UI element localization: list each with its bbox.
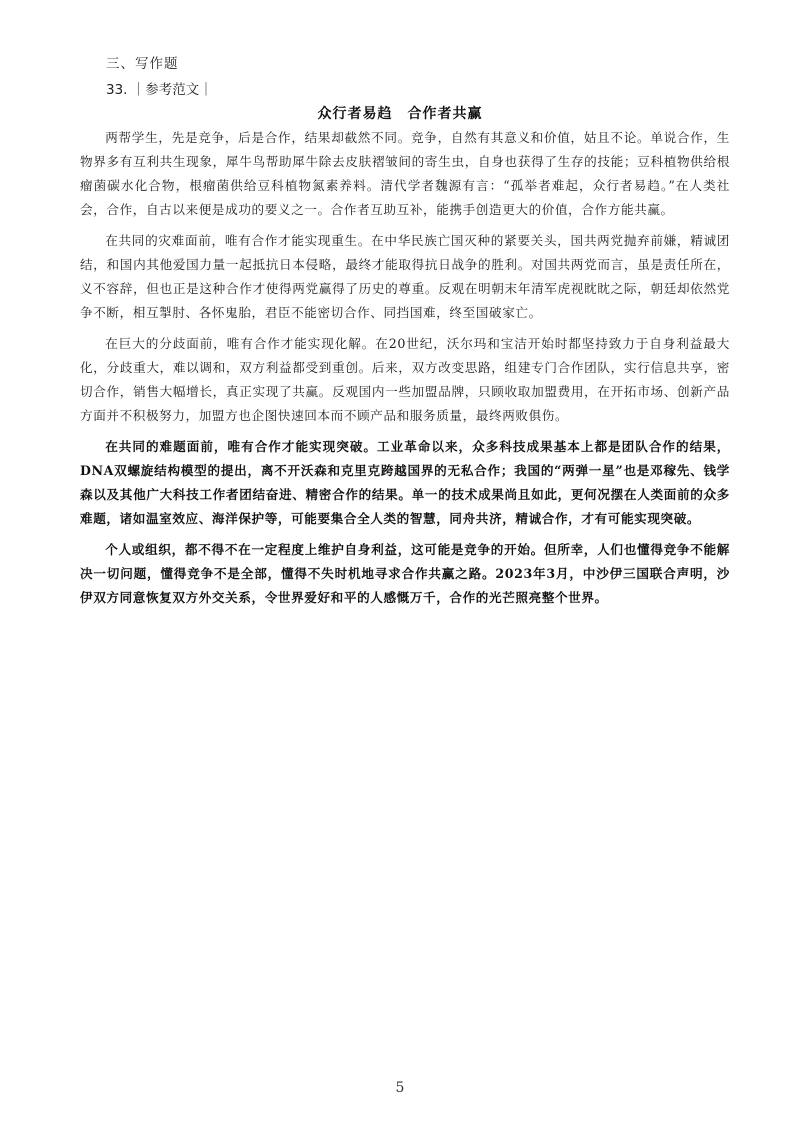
- essay-paragraph-problems: 在共同的难题面前，唯有合作才能实现突破。工业革命以来，众多科技成果基本上都是团队合作的结果，DNA双螺旋结构模型的提出，离不开沃森和克里克跨越国界的无私合作；我国的“两弹一星”也是邓稼先、钱学森以及其他广大科技工作者团结奋进、精密合作的结果。单一的技术成果尚且如此，更何况摆在人类面前的众多难题，诸如温室效应、海洋保护等，可能要集合全人类的智慧，同舟共济，精诚合作，才有可能实现突破。: [80, 439, 730, 526]
- essay-paragraph-intro: 两帮学生，先是竞争，后是合作，结果却截然不同。竞争，自然有其意义和价值，姑且不论。单说合作，生物界多有互利共生现象，犀牛鸟帮助犀牛除去皮肤褶皱间的寄生虫，自身也获得了生存的技能；豆科植物供给根瘤菌碳水化合物，根瘤菌供给豆科植物氮素养料。清代学者魏源有言：“孤举者难起，众行者易趋。”在人类社会，合作，自古以来便是成功的要义之一。合作者互助互补，能携手创造更大的价值，合作方能共赢。: [80, 130, 730, 217]
- section-heading: 三、写作题: [106, 56, 179, 72]
- essay-body: [80, 126, 730, 617]
- question-answer-label: 33. ｜参考范文｜: [106, 82, 213, 98]
- page-number: 5: [395, 1080, 405, 1096]
- essay-paragraph-disaster: 在共同的灾难面前，唯有合作才能实现重生。在中华民族亡国灭种的紧要关头，国共两党抛弃前嫌，精诚团结，和国内其他爱国力量一起抵抗日本侵略，最终才能取得抗日战争的胜利。对国共两党而言，虽是责任所在，义不容辞，但也正是这种合作才使得两党赢得了历史的尊重。反观在明朝末年清军虎视眈眈之际，朝廷却依然党争不断，相互掣肘、各怀鬼胎，君臣不能密切合作、同挡国难，终至国破家亡。: [80, 233, 730, 320]
- essay-title: 众行者易趋 合作者共赢: [317, 106, 483, 122]
- essay-paragraph-divergence: 在巨大的分歧面前，唯有合作才能实现化解。在20世纪，沃尔玛和宝洁开始时都坚持致力于自身利益最大化，分歧重大，难以调和，双方利益都受到重创。后来，双方改变思路，组建专门合作团队，实行信息共享，密切合作，销售大幅增长，真正实现了共赢。反观国内一些加盟品牌，只顾收取加盟费用，在开拓市场、创新产品方面并不积极努力，加盟方也企图快速回本而不顾产品和服务质量，最终两败俱伤。: [80, 336, 730, 423]
- essay-paragraph-conclusion: 个人或组织，都不得不在一定程度上维护自身利益，这可能是竞争的开始。但所幸，人们也懂得竞争不能解决一切问题，懂得竞争不是全部，懂得不失时机地寻求合作共赢之路。2023年3月，中沙伊三国联合声明，沙伊双方同意恢复双方外交关系，令世界爱好和平的人感慨万千，合作的光芒照亮整个世界。: [80, 542, 730, 605]
